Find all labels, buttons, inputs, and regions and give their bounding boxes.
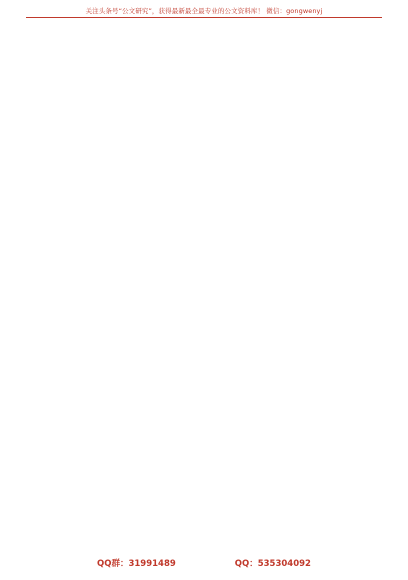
footer-contacts [0,557,408,569]
header-divider [26,17,382,18]
promo-banner[interactable]: 关注头条号“公文研究”，获得最新最全最专业的公文资料库！ 微信：gongwenyj [85,7,323,15]
footer-qq-group: QQ群：31991489 [97,559,176,569]
footer-qq: QQ：535304092 [234,559,311,569]
document-body [30,26,378,30]
